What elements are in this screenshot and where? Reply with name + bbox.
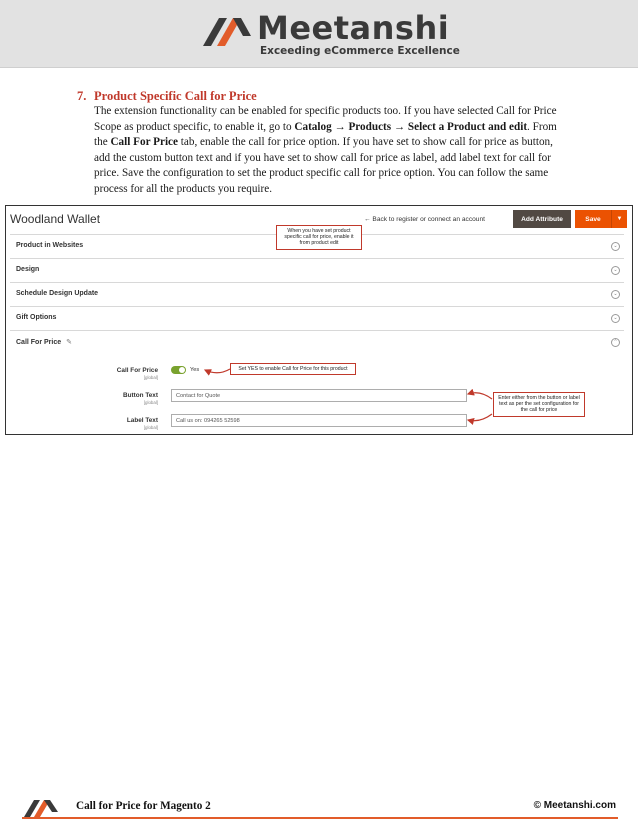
meetanshi-logo-icon [201, 14, 253, 48]
label-text-label: Label Text [126, 417, 158, 424]
footer-document-title: Call for Price for Magento 2 [76, 800, 211, 812]
footer-divider [22, 817, 618, 819]
section-number: 7. [77, 89, 87, 103]
chevron-down-icon: ⌄ [611, 314, 620, 323]
chevron-down-icon: ⌄ [611, 242, 620, 251]
admin-screenshot [5, 205, 633, 435]
section-body [94, 104, 564, 198]
section-label: Design [16, 266, 40, 273]
button-text-label: Button Text [122, 392, 158, 399]
footer-copyright: © Meetanshi.com [533, 800, 616, 811]
label-text-input[interactable]: Call us on: 094265 52598 [171, 414, 467, 427]
meetanshi-logo [201, 9, 460, 58]
button-text-scope: [global] [143, 400, 158, 405]
page-header [0, 0, 638, 68]
product-title: Woodland Wallet [10, 212, 101, 226]
chevron-down-icon: ⌄ [611, 266, 620, 275]
call-for-price-label: Call For Price [116, 367, 158, 374]
section-label: Product in Websites [16, 242, 84, 249]
body-text-run: The extension functionality can be enabled for specific products too. If you have selected Call for Price Scope as product specific, to enable it, go to [94, 105, 557, 133]
body-bold-run: Catalog → Products → Select a Product and edit [294, 120, 528, 133]
brand-tagline: Exceeding eCommerce Excellence [260, 45, 460, 57]
callout-set-yes: Set YES to enable Call for Price for this product [230, 363, 356, 375]
back-to-register-link[interactable]: ← Back to register or connect an account [364, 216, 485, 223]
add-attribute-button[interactable]: Add Attribute [513, 210, 571, 228]
chevron-down-icon: ⌄ [611, 290, 620, 299]
label-text-scope: [global] [143, 425, 158, 430]
callout-arrows [6, 206, 633, 435]
section-label: Gift Options [16, 314, 57, 321]
toggle-value: Yes [190, 367, 200, 373]
button-text-input[interactable]: Contact for Quote [171, 389, 467, 402]
section-heading [77, 89, 257, 104]
save-button[interactable]: Save [575, 210, 611, 228]
section-label: Schedule Design Update [16, 290, 99, 297]
section-label: Call For Price [16, 339, 62, 346]
section-title: Product Specific Call for Price [94, 89, 257, 103]
pencil-icon[interactable]: ✎ [66, 339, 73, 346]
body-text-run: . From the [94, 120, 557, 149]
call-for-price-scope: [global] [143, 375, 158, 380]
brand-name: Meetanshi [257, 9, 450, 47]
save-dropdown-icon[interactable]: ▼ [611, 210, 627, 228]
callout-enable-from-edit: When you have set product specific call for price, enable it from product edit [276, 225, 362, 250]
callout-button-or-label: Enter either from the button or label text as per the set configuration for the call for price [493, 392, 585, 417]
body-bold-run: Call For Price [110, 136, 178, 149]
body-text-run: tab, enable the call for price option. If you have set to show call for price as button, add the custom button text and if you have set to show call for price as label, add label text for call for price. Save the configuration to set the product specific call for price option. You can follow the same process for all the products you require. [94, 136, 553, 195]
footer-logo-icon [22, 797, 70, 819]
chevron-up-icon: ⌃ [611, 338, 620, 347]
